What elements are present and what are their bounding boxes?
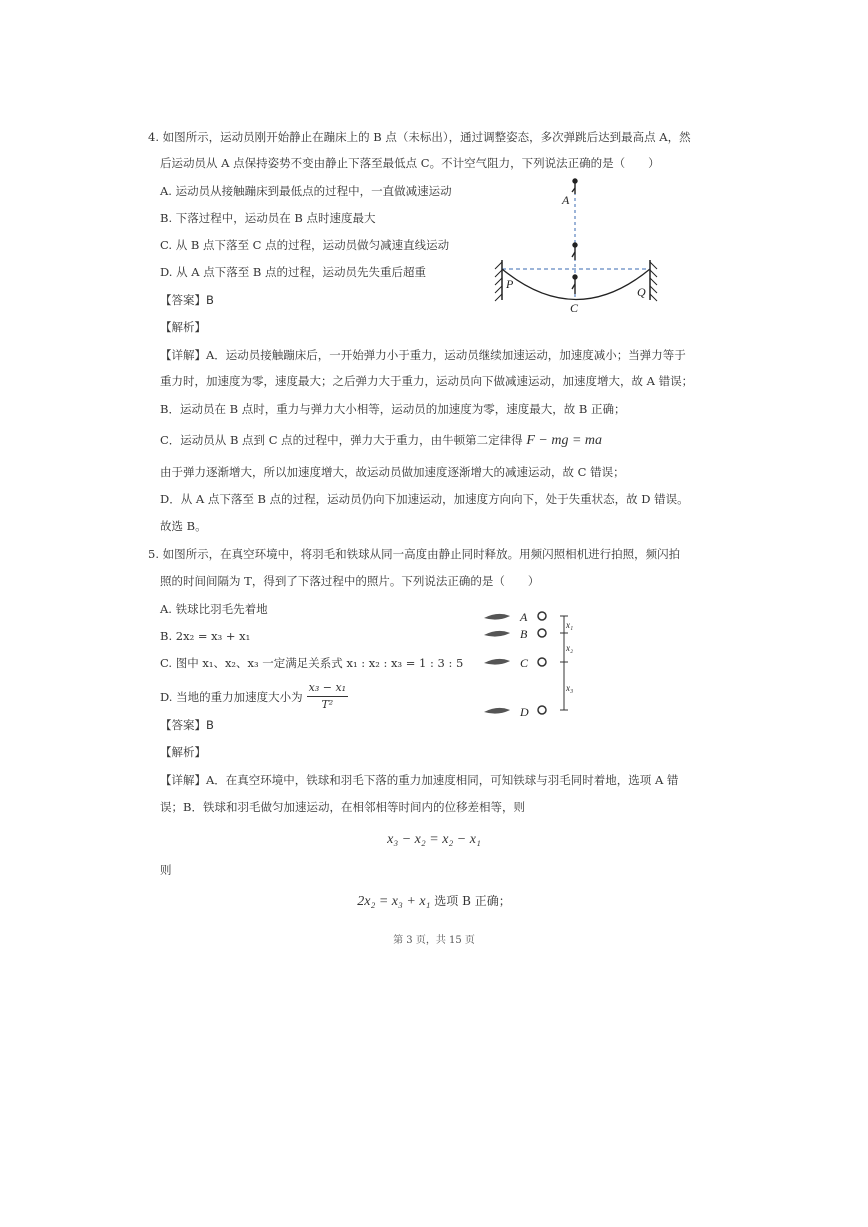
q5-stem-line2: 照的时间间隔为 T，得到了下落过程中的照片。下列说法正确的是（ ） xyxy=(160,574,540,588)
q4-detail-line5: 由于弹力逐渐增大，所以加速度增大，故运动员做加速度逐渐增大的减速运动，故 C 错误； xyxy=(160,465,625,479)
q4-detail-line1: 【详解】A．运动员接触蹦床后，一开始弹力小于重力，运动员继续加速运动，加速度减小；当弹力等于 xyxy=(160,348,686,362)
q5-detail-line1: 【详解】A．在真空环境中，铁球和羽毛下落的重力加速度相同，可知铁球与羽毛同时着地，选项 A 错 xyxy=(160,773,679,787)
fig5-label-a: A xyxy=(520,610,528,624)
q4-detail-line6: D．从 A 点下落至 B 点的过程，运动员仍向下加速运动，加速度方向向下，处于失重状态，故 D 错误。 xyxy=(160,492,689,506)
q4-stem-line1: 4. 如图所示，运动员刚开始静止在蹦床上的 B 点（未标出），通过调整姿态，多次弹跳后达到最高点 A，然 xyxy=(148,130,691,144)
q5-formula2: 2x₂ = x₃ + x₁ xyxy=(357,894,431,909)
fig5-label-c: C xyxy=(520,656,529,670)
fig5-label-x1: x₁ xyxy=(566,620,574,630)
q5-option-d xyxy=(160,680,348,713)
q4-option-d: D. 从 A 点下落至 B 点的过程，运动员先失重后超重 xyxy=(160,265,426,279)
q5-formula1: x₃ − x₂ = x₂ − x₁ xyxy=(387,832,481,847)
q4-detail-line4 xyxy=(160,432,602,449)
q4-answer: 【答案】B xyxy=(160,293,214,307)
q5-option-d-text: D. 当地的重力加速度大小为 xyxy=(160,689,303,704)
q5-stem-line1: 5. 如图所示，在真空环境中，将羽毛和铁球从同一高度由静止同时释放。用频闪照相机进行拍照，频闪拍 xyxy=(148,547,681,561)
trampoline-figure xyxy=(488,172,668,317)
q5-detail-line2: 误；B．铁球和羽毛做匀加速运动，在相邻相等时间内的位移差相等，则 xyxy=(160,800,525,814)
q4-option-b: B. 下落过程中，运动员在 B 点时速度最大 xyxy=(160,211,376,225)
q5-option-d-fraction xyxy=(307,680,348,713)
fig5-label-d: D xyxy=(520,705,529,719)
fig4-label-c: C xyxy=(570,301,579,315)
q4-detail-line4-text: C．运动员从 B 点到 C 点的过程中，弹力大于重力，由牛顿第二定律得 xyxy=(160,433,523,447)
q5-fraction-numerator: x₃ − x₁ xyxy=(307,680,348,697)
fig5-label-b: B xyxy=(520,627,528,641)
q5-answer: 【答案】B xyxy=(160,718,214,732)
q5-fraction-denominator: T² xyxy=(321,698,334,711)
q5-analysis-heading: 【解析】 xyxy=(160,745,206,759)
q5-formula2-row xyxy=(0,892,868,910)
fig5-label-x2: x₂ xyxy=(566,643,574,653)
fig4-label-q: Q xyxy=(637,285,646,299)
q5-formula2-tail: 选项 B 正确； xyxy=(434,894,511,908)
q4-analysis-heading: 【解析】 xyxy=(160,320,206,334)
q4-detail-line7: 故选 B。 xyxy=(160,519,207,533)
fig4-label-a: A xyxy=(562,193,570,207)
page-footer: 第 3 页，共 15 页 xyxy=(393,935,475,946)
q5-option-b: B. 2x₂ = x₃ + x₁ xyxy=(160,629,251,643)
q4-newton-formula: F − mg = ma xyxy=(526,433,602,448)
q4-stem-line2: 后运动员从 A 点保持姿势不变由静止下落至最低点 C。不计空气阻力，下列说法正确的是（ ） xyxy=(160,156,660,170)
q4-option-a: A. 运动员从接触蹦床到最低点的过程中，一直做减速运动 xyxy=(160,184,452,198)
q5-then: 则 xyxy=(160,863,172,877)
q5-option-c: C. 图中 x₁、x₂、x₃ 一定满足关系式 x₁ : x₂ : x₃ = 1 : 3 : 5 xyxy=(160,656,464,670)
q4-option-c: C. 从 B 点下落至 C 点的过程，运动员做匀减速直线运动 xyxy=(160,238,450,252)
q4-detail-line3: B．运动员在 B 点时，重力与弹力大小相等，运动员的加速度为零，速度最大，故 B 正确； xyxy=(160,402,626,416)
q5-option-a: A. 铁球比羽毛先着地 xyxy=(160,602,268,616)
strobe-figure xyxy=(480,606,590,724)
q4-detail-line2: 重力时，加速度为零，速度最大；之后弹力大于重力，运动员向下做减速运动，加速度增大，故 A 错误； xyxy=(160,374,694,388)
fig5-label-x3: x₃ xyxy=(566,683,574,693)
fig4-label-p: P xyxy=(506,277,514,291)
